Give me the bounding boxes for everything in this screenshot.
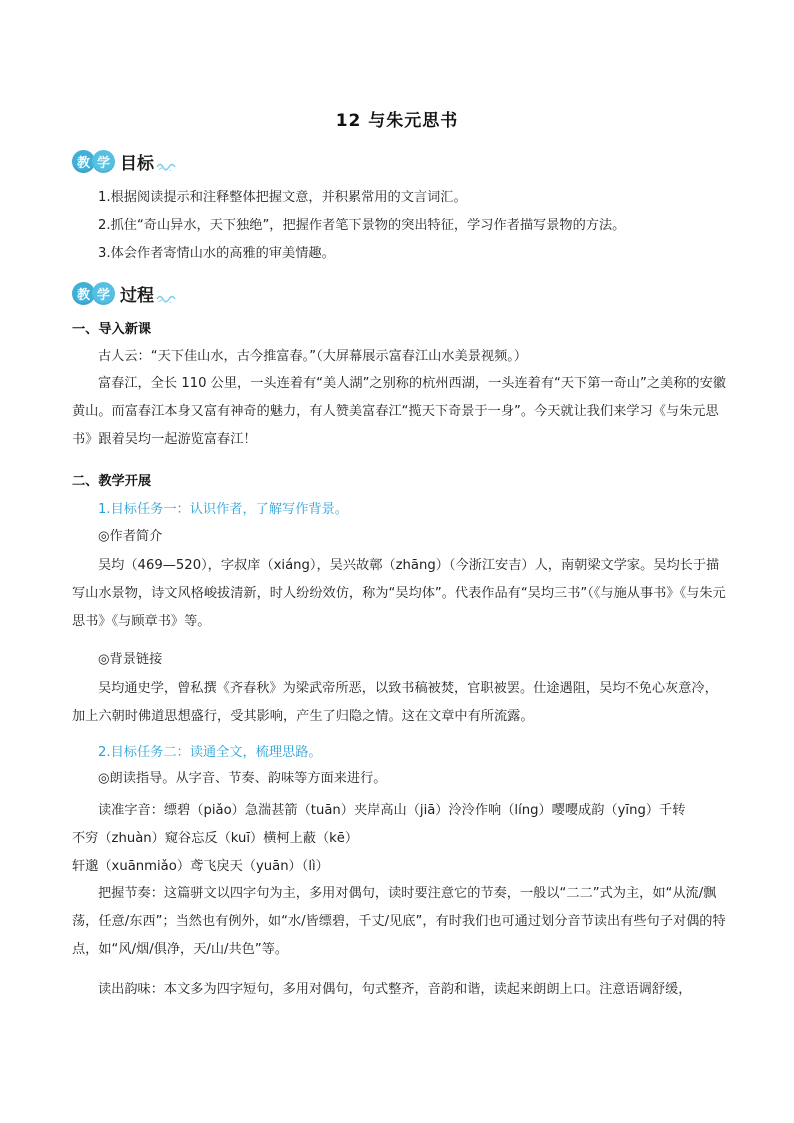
wave-cloud-icon — [156, 291, 178, 303]
section-banner-process — [72, 278, 178, 308]
task-2-heading: 2.目标任务二：读通全文，梳理思路。 — [98, 745, 322, 760]
banner-title: 目标 — [120, 153, 154, 174]
pronunciation-line-1: 读准字音：缥碧（piǎo）急湍甚箭（tuān）夹岸高山（jiā）泠泠作响（líng）嘤嘤成韵（yīng）千转 — [98, 803, 686, 818]
reading-guide-label: ◎朗读指导。从字音、节奏、韵味等方面来进行。 — [98, 771, 387, 786]
wave-cloud-icon — [156, 159, 178, 171]
section-heading-teaching: 二、教学开展 — [72, 474, 152, 489]
author-paragraph: 吴均（469—520），字叔庠（xiáng），吴兴故鄣（zhāng）（今浙江安吉）人，南朝梁文学家。吴均长于描写山水景物，诗文风格峻拔清新，时人纷纷效仿，称为“吴均体”。代表作品有“吴均三书”（《与施从事书》《与朱元思书》《与顾章书》等。 — [72, 558, 726, 629]
background-label: ◎背景链接 — [98, 652, 163, 667]
rhythm-paragraph: 把握节奏：这篇骈文以四字句为主，多用对偶句，读时要注意它的节奏，一般以“二二”式为主，如“从流/飘荡，任意/东西”；当然也有例外，如“水/皆缥碧，千丈/见底”，有时我们也可通过划分音节读出有些句子对偶的特点，如“风/烟/俱净，天/山/共色”等。 — [72, 886, 726, 957]
goal-item-3: 3.体会作者寄情山水的高雅的审美情趣。 — [98, 246, 335, 261]
banner-char-2: 学 — [92, 282, 115, 305]
banner-title: 过程 — [120, 285, 154, 306]
pronunciation-line-2: 不穷（zhuàn）窥谷忘反（kuī）横柯上蔽（kē） — [72, 831, 359, 846]
banner-char-2: 学 — [92, 150, 115, 173]
background-paragraph: 吴均通史学，曾私撰《齐春秋》为梁武帝所恶，以致书稿被焚，官职被罢。仕途遇阻，吴均不免心灰意冷，加上六朝时佛道思想盛行，受其影响，产生了归隐之情。这在文章中有所流露。 — [72, 681, 718, 724]
intro-paragraph-1: 古人云：“天下佳山水，古今推富春。”（大屏幕展示富春江山水美景视频。） — [98, 349, 528, 364]
page-title: 12 与朱元思书 — [335, 111, 459, 131]
goal-item-2: 2.抓住“奇山异水，天下独绝”，把握作者笔下景物的突出特征，学习作者描写景物的方法。 — [98, 218, 626, 233]
intro-paragraph-2: 富春江，全长 110 公里，一头连着有“美人湖”之别称的杭州西湖，一头连着有“天下第一奇山”之美称的安徽黄山。而富春江本身又富有神奇的魅力，有人赞美富春江“揽天下奇景于一身”。今天就让我们来学习《与朱元思书》跟着吴均一起游览富春江！ — [72, 376, 726, 447]
goal-item-1: 1.根据阅读提示和注释整体把握文意，并积累常用的文言词汇。 — [98, 190, 467, 205]
flavor-paragraph: 读出韵味：本文多为四字短句，多用对偶句，句式整齐，音韵和谐，读起来朗朗上口。注意语调舒缓， — [98, 982, 692, 997]
pronunciation-line-3: 轩邈（xuānmiǎo）鸢飞戾天（yuān）（lì） — [72, 859, 329, 874]
section-banner-goals — [72, 146, 178, 176]
task-1-heading: 1.目标任务一：认识作者，了解写作背景。 — [98, 502, 348, 517]
author-label: ◎作者简介 — [98, 529, 163, 544]
section-heading-intro: 一、导入新课 — [72, 322, 152, 337]
banner-char-1: 教 — [72, 282, 95, 305]
banner-char-1: 教 — [72, 150, 95, 173]
